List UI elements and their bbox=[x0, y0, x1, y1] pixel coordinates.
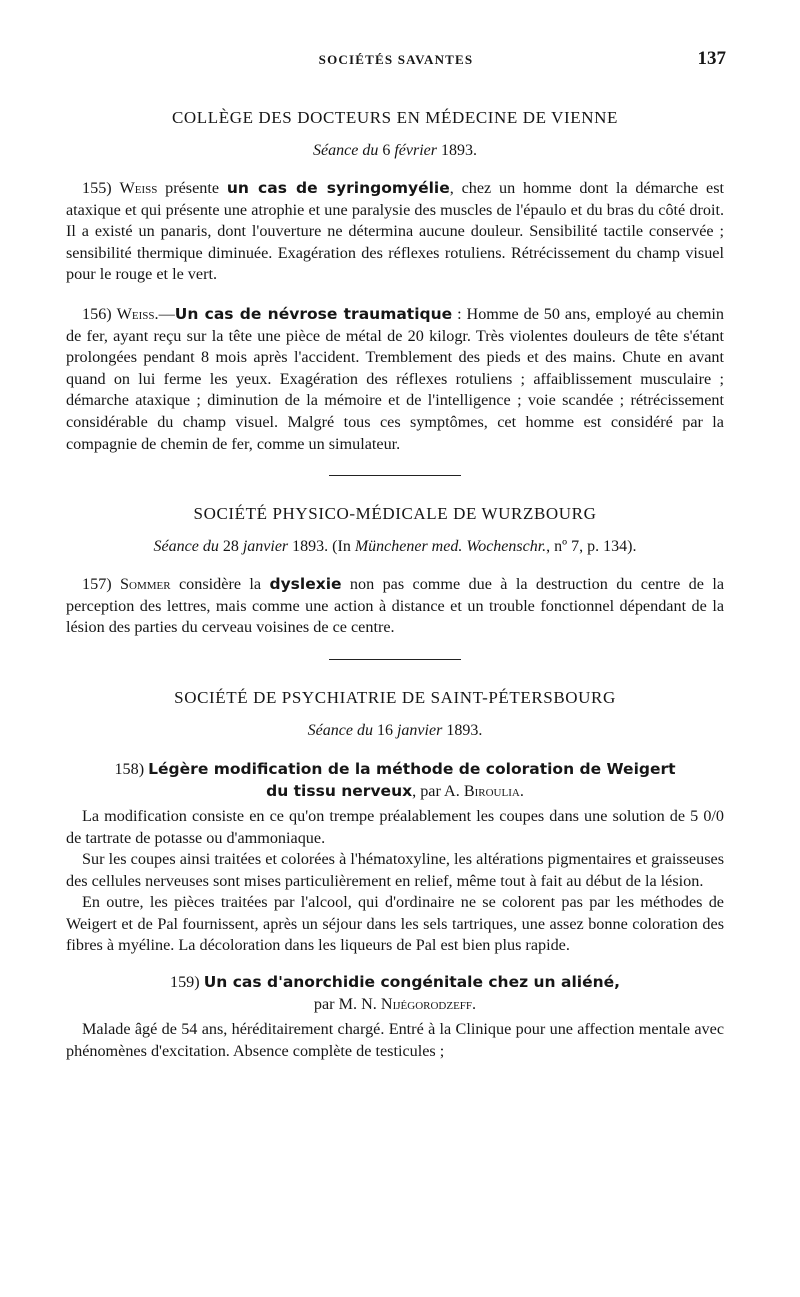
seance-day: 16 bbox=[376, 721, 393, 739]
section-title-vienne: COLLÈGE DES DOCTEURS EN MÉDECINE DE VIENNE bbox=[171, 108, 619, 127]
article-text: : Homme de 50 ans, employé au chemin de fer, ayant reçu sur la tête une pièce de métal de 20 kilogr. Très violentes douleurs de tête s'étant prolongées pendant 8 mois après l'accident. Tremblement des pieds et des mains. Chute en avant quand on lui ferme les yeux. Exagération des réflexes rotuliens ; affaiblissement musculaire ; démarche ataxique ; diminution de la mémoire et de l'intelligence ; voie scandée ; rétrécissement considérable du champ visuel. Malgré tous ces symptômes, cet homme est considéré par la compagnie de chemin de fer, comme un simulateur. bbox=[66, 304, 724, 453]
section-title-wurzbourg: SOCIÉTÉ PHYSICO-MÉDICALE DE WURZBOURG bbox=[193, 504, 597, 524]
seance-day: 28 bbox=[222, 538, 239, 556]
article-158-p2: Sur les coupes ainsi traitées et colorées à l'hématoxyline, les altérations pigmentaires et graisseuses des cellules nerveuses sont mises particulièrement en relief, même tout à fait au début de la lésion. bbox=[66, 850, 724, 890]
article-text: , chez un homme dont la démarche est ataxique et qui présente une atrophie et une paralysie des muscles de l'épaulo et du bras du côté droit. Il a existé un panaris, dont l'ouverture ne détermina aucune douleur. Sensibilité tactile conservée ; sensibilité thermique diminuée. Exagération des réflexes rotuliens. Rétrécissement du champ visuel pour le rouge et le vert. bbox=[66, 179, 724, 284]
running-head bbox=[66, 48, 726, 72]
article-number: 156) bbox=[82, 304, 112, 323]
seance-date-vienne bbox=[66, 142, 724, 160]
page-number: 137 bbox=[697, 48, 726, 69]
seance-month: janvier bbox=[242, 538, 289, 556]
seance-end: , nº 7, p. 134). bbox=[546, 538, 637, 556]
seance-year: 1893. bbox=[446, 721, 483, 739]
journal-name: Münchener med. Wochenschr. bbox=[354, 538, 547, 556]
section-divider bbox=[329, 659, 461, 660]
article-number: 157) bbox=[82, 575, 112, 594]
running-title: SOCIÉTÉS SAVANTES bbox=[318, 52, 474, 67]
section-divider bbox=[329, 475, 461, 476]
article-par: , par A. bbox=[412, 781, 460, 800]
article-author: Nijégorodzeff. bbox=[380, 995, 477, 1014]
article-number: 155) bbox=[82, 179, 112, 197]
seance-day: 6 bbox=[382, 142, 391, 159]
seance-label: Séance du bbox=[153, 538, 219, 556]
article-author: Weiss bbox=[119, 179, 158, 197]
article-pre: présente bbox=[165, 179, 220, 197]
article-pre: considère la bbox=[179, 575, 262, 594]
seance-label: Séance du bbox=[307, 721, 373, 739]
article-subject: dyslexie bbox=[269, 575, 342, 594]
article-158-heading bbox=[66, 758, 724, 802]
article-number: 159) bbox=[169, 973, 200, 992]
article-159-p1: Malade âgé de 54 ans, héréditairement chargé. Entré à la Clinique pour une affection mentale avec phénomènes d'excitation. Absence complète de testicules ; bbox=[66, 1020, 724, 1060]
article-158-p1: La modification consiste en ce qu'on trempe préalablement les coupes dans une solution de 5 0/0 de tartrate de potasse ou d'ammoniaque. bbox=[66, 806, 724, 847]
article-author: Biroulia. bbox=[463, 781, 524, 800]
seance-date-saint-petersbourg bbox=[66, 722, 724, 740]
article-subject: Légère modification de la méthode de coloration de Weigert bbox=[148, 759, 676, 778]
page-content bbox=[66, 108, 724, 1062]
spacer bbox=[66, 957, 724, 971]
article-159-heading bbox=[66, 971, 724, 1015]
seance-date-wurzbourg bbox=[66, 538, 724, 556]
seance-month: janvier bbox=[396, 721, 443, 739]
article-dash: — bbox=[158, 304, 175, 323]
article-156 bbox=[66, 304, 724, 455]
article-author: Sommer bbox=[120, 575, 171, 594]
article-subject: Un cas de névrose traumatique bbox=[174, 304, 453, 323]
article-author: Weiss. bbox=[116, 304, 159, 323]
article-subject: Un cas d'anorchidie congénitale chez un aliéné, bbox=[203, 973, 621, 992]
article-text: non pas comme due à la destruction du centre de la perception des lettres, mais comme une action à distance et un trouble fonctionnel dépendant de la lésion des parties du cerveau voisines de ce centre. bbox=[66, 575, 725, 637]
seance-year: 1893. bbox=[440, 142, 477, 159]
article-par: par M. N. bbox=[313, 995, 377, 1014]
article-subject-cont: du tissu nerveux bbox=[266, 781, 413, 800]
seance-rest: 1893. (In bbox=[292, 538, 351, 556]
seance-month: février bbox=[394, 142, 437, 159]
article-155 bbox=[66, 178, 724, 286]
article-number: 158) bbox=[114, 759, 145, 778]
section-title-saint-petersbourg: SOCIÉTÉ DE PSYCHIATRIE DE SAINT-PÉTERSBOURG bbox=[174, 687, 616, 707]
seance-label: Séance du bbox=[313, 142, 379, 159]
article-158-p3: En outre, les pièces traitées par l'alcool, qui d'ordinaire ne se colorent pas par les méthodes de Weigert et de Pal fournissent, après un séjour dans les sels tartriques, une assez bonne coloration des fibres à myéline. La décoloration dans les liqueurs de Pal est bien plus rapide. bbox=[66, 893, 724, 955]
article-157 bbox=[66, 574, 724, 639]
article-subject: un cas de syringomyélie bbox=[226, 179, 450, 197]
